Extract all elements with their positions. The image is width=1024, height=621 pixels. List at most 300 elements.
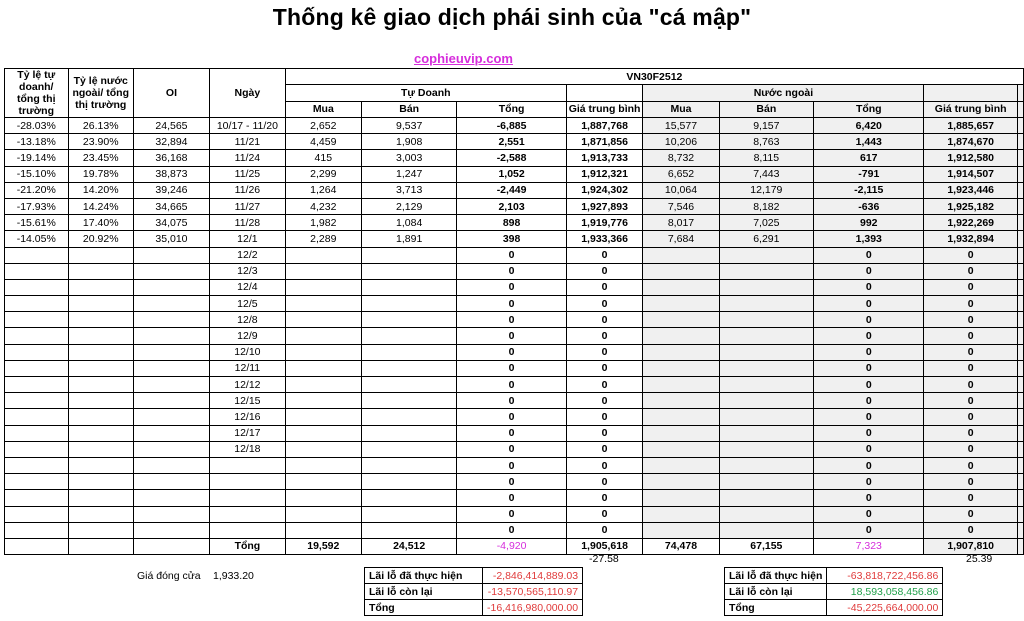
cell-nn-ratio: 19.78% — [68, 166, 133, 182]
cell-td-gia: 0 — [566, 474, 643, 490]
table-row — [5, 134, 1024, 150]
cell-td-ban — [361, 522, 457, 538]
cell-nn-ratio: 14.20% — [68, 182, 133, 198]
cell-nn-ban — [719, 506, 814, 522]
cell-date — [210, 457, 286, 473]
cell-td-mua: 1,982 — [285, 215, 361, 231]
header-nn-gia: Giá trung bình — [924, 101, 1018, 117]
cell-nn-mua: 7,546 — [643, 198, 719, 214]
cell-date: 12/3 — [210, 263, 286, 279]
cell-nn-ratio — [68, 506, 133, 522]
header-td-ban: Bán — [361, 101, 457, 117]
cell-nn-gia: 1,932,894 — [924, 231, 1018, 247]
cell-nn-ban — [719, 425, 814, 441]
cell-td-gia: 0 — [566, 279, 643, 295]
cell-td-tong: 0 — [457, 425, 566, 441]
header-nuoc-ngoai: Nước ngoài — [643, 85, 924, 101]
cell-nn-ratio — [68, 474, 133, 490]
cell-nn-ratio — [68, 441, 133, 457]
pnl-label: Tổng — [365, 600, 483, 616]
cell-nn-mua — [643, 279, 719, 295]
cell-td-tong: 0 — [457, 279, 566, 295]
cell-td-gia: 0 — [566, 312, 643, 328]
cell-nn-gia: 0 — [924, 506, 1018, 522]
header-blank — [1017, 101, 1023, 117]
cell-nn-ratio — [68, 344, 133, 360]
cell-nn-tong: 0 — [814, 344, 924, 360]
cell-td-ratio — [5, 247, 69, 263]
cell-td-ban: 3,713 — [361, 182, 457, 198]
cell-oi — [133, 522, 209, 538]
cell-nn-ratio — [68, 296, 133, 312]
table-row — [5, 247, 1024, 263]
cell-date: 11/26 — [210, 182, 286, 198]
cell-nn-ban — [719, 360, 814, 376]
cell-date: 12/5 — [210, 296, 286, 312]
total-td-tong: -4,920 — [457, 538, 566, 554]
cell-td-mua: 2,289 — [285, 231, 361, 247]
edge-cell — [1017, 231, 1023, 247]
cell-oi — [133, 457, 209, 473]
table-row — [5, 409, 1024, 425]
cell-date: 12/17 — [210, 425, 286, 441]
edge-cell — [1017, 474, 1023, 490]
cell-nn-mua: 8,732 — [643, 150, 719, 166]
cell-nn-mua: 7,684 — [643, 231, 719, 247]
cell-td-mua — [285, 522, 361, 538]
cell-nn-gia: 1,914,507 — [924, 166, 1018, 182]
cell-date: 12/16 — [210, 409, 286, 425]
edge-cell — [1017, 360, 1023, 376]
pnl-value: -13,570,565,110.97 — [483, 584, 583, 600]
cell-td-ban — [361, 279, 457, 295]
cell-nn-mua — [643, 425, 719, 441]
cell-td-tong: 0 — [457, 490, 566, 506]
cell-nn-tong: 0 — [814, 377, 924, 393]
cell-oi — [133, 474, 209, 490]
table-row — [5, 263, 1024, 279]
cell-nn-tong: 0 — [814, 441, 924, 457]
cell-date: 11/21 — [210, 134, 286, 150]
pnl-value: 18,593,058,456.86 — [827, 584, 943, 600]
cell-td-ban: 9,537 — [361, 118, 457, 134]
cell-td-gia: 0 — [566, 393, 643, 409]
pnl-tu-doanh-table — [364, 567, 583, 616]
edge-cell — [1017, 441, 1023, 457]
cell-oi: 35,010 — [133, 231, 209, 247]
cell-td-tong: 1,052 — [457, 166, 566, 182]
cell-nn-mua — [643, 474, 719, 490]
cell-oi — [133, 506, 209, 522]
cell-nn-ban — [719, 457, 814, 473]
cell-td-ban — [361, 344, 457, 360]
cell-td-ratio — [5, 279, 69, 295]
cell-nn-ban — [719, 328, 814, 344]
cell-nn-gia: 0 — [924, 425, 1018, 441]
cell-nn-gia: 0 — [924, 441, 1018, 457]
pnl-label: Tổng — [725, 600, 827, 616]
cell-td-tong: 0 — [457, 506, 566, 522]
cell-td-ratio — [5, 344, 69, 360]
table-row — [5, 215, 1024, 231]
cell-oi — [133, 425, 209, 441]
cell-nn-ban: 8,763 — [719, 134, 814, 150]
pnl-value: -2,846,414,889.03 — [483, 568, 583, 584]
cell-td-gia: 0 — [566, 522, 643, 538]
total-td-gia: 1,905,618 — [566, 538, 643, 554]
cell-td-mua — [285, 328, 361, 344]
cell-nn-tong: 0 — [814, 425, 924, 441]
cell-nn-tong: 0 — [814, 247, 924, 263]
cell-td-gia: 0 — [566, 360, 643, 376]
totals-row — [5, 538, 1024, 554]
edge-cell — [1017, 215, 1023, 231]
cell-td-gia: 0 — [566, 457, 643, 473]
cell-nn-ratio — [68, 457, 133, 473]
cell-td-gia: 0 — [566, 328, 643, 344]
cell-td-tong: 0 — [457, 312, 566, 328]
cell-td-mua — [285, 506, 361, 522]
cell-td-ban — [361, 393, 457, 409]
cell-nn-ban: 12,179 — [719, 182, 814, 198]
cell-td-ratio — [5, 393, 69, 409]
cell-nn-tong: -791 — [814, 166, 924, 182]
cell-oi — [133, 377, 209, 393]
cell-nn-mua — [643, 344, 719, 360]
cell-td-ratio — [5, 522, 69, 538]
edge-cell — [1017, 312, 1023, 328]
cell-date: 12/12 — [210, 377, 286, 393]
cell-td-ratio — [5, 263, 69, 279]
cell-nn-tong: 1,393 — [814, 231, 924, 247]
cell-nn-ratio: 26.13% — [68, 118, 133, 134]
cell-td-mua — [285, 377, 361, 393]
cell-nn-gia: 1,912,580 — [924, 150, 1018, 166]
cell-td-tong: 0 — [457, 263, 566, 279]
cell-td-gia: 0 — [566, 296, 643, 312]
cell-nn-ban — [719, 312, 814, 328]
edge-cell — [1017, 263, 1023, 279]
cell-td-mua — [285, 296, 361, 312]
cell-td-tong: 2,103 — [457, 198, 566, 214]
table-row — [5, 441, 1024, 457]
cell-nn-gia: 0 — [924, 263, 1018, 279]
total-nn-ban: 67,155 — [719, 538, 814, 554]
cell-nn-ratio: 17.40% — [68, 215, 133, 231]
cell-td-tong: 0 — [457, 377, 566, 393]
cell-td-ban — [361, 506, 457, 522]
cell-nn-tong: 0 — [814, 296, 924, 312]
cell-td-mua — [285, 247, 361, 263]
edge-cell — [1017, 279, 1023, 295]
cell-td-ban — [361, 377, 457, 393]
cell-nn-mua — [643, 506, 719, 522]
cell-date: 12/10 — [210, 344, 286, 360]
cell-td-ratio: -15.10% — [5, 166, 69, 182]
cell-td-ratio — [5, 490, 69, 506]
cell-td-gia: 0 — [566, 344, 643, 360]
cell-nn-mua — [643, 522, 719, 538]
cell-nn-mua — [643, 490, 719, 506]
cell-td-tong: 0 — [457, 328, 566, 344]
cell-date: 12/8 — [210, 312, 286, 328]
table-row — [5, 198, 1024, 214]
cell-td-gia: 1,871,856 — [566, 134, 643, 150]
edge-cell — [1017, 377, 1023, 393]
page-title: Thống kê giao dịch phái sinh của "cá mập" — [272, 4, 752, 30]
nn-diff-value: 25.39 — [966, 553, 993, 565]
cell-td-mua — [285, 474, 361, 490]
cell-td-mua — [285, 409, 361, 425]
cell-td-mua: 2,652 — [285, 118, 361, 134]
cell-blank — [5, 538, 69, 554]
cell-nn-tong: 1,443 — [814, 134, 924, 150]
cell-td-ban — [361, 441, 457, 457]
table-row — [5, 279, 1024, 295]
table-row — [5, 457, 1024, 473]
cell-td-mua — [285, 279, 361, 295]
cell-nn-gia: 0 — [924, 344, 1018, 360]
header-nn-tong: Tổng — [814, 101, 924, 117]
cell-nn-mua: 8,017 — [643, 215, 719, 231]
cell-td-ratio — [5, 441, 69, 457]
site-link[interactable]: cophieuvip.com — [414, 51, 513, 66]
total-nn-mua: 74,478 — [643, 538, 719, 554]
cell-oi — [133, 328, 209, 344]
cell-td-tong: 0 — [457, 247, 566, 263]
header-nn-ban: Bán — [719, 101, 814, 117]
edge-cell — [1017, 198, 1023, 214]
cell-nn-gia: 1,925,182 — [924, 198, 1018, 214]
edge-cell — [1017, 150, 1023, 166]
table-row — [5, 474, 1024, 490]
cell-nn-tong: 0 — [814, 328, 924, 344]
total-td-mua: 19,592 — [285, 538, 361, 554]
header-td-ratio: Tỷ lệ tự doanh/ tổng thị trường — [5, 69, 69, 118]
cell-td-gia: 1,927,893 — [566, 198, 643, 214]
cell-date: 12/15 — [210, 393, 286, 409]
edge-cell — [1017, 182, 1023, 198]
pnl-value: -63,818,722,456.86 — [827, 568, 943, 584]
cell-td-gia: 0 — [566, 377, 643, 393]
cell-nn-gia: 0 — [924, 247, 1018, 263]
cell-nn-mua — [643, 312, 719, 328]
cell-nn-gia: 0 — [924, 296, 1018, 312]
cell-date: 12/18 — [210, 441, 286, 457]
derivatives-table — [4, 68, 1024, 555]
total-nn-gia: 1,907,810 — [924, 538, 1018, 554]
cell-nn-ban: 7,443 — [719, 166, 814, 182]
cell-nn-tong: -2,115 — [814, 182, 924, 198]
cell-nn-ban — [719, 279, 814, 295]
pnl-row-remaining — [725, 584, 943, 600]
cell-nn-ratio — [68, 409, 133, 425]
cell-nn-tong: 0 — [814, 360, 924, 376]
edge-cell — [1017, 538, 1023, 554]
cell-date: 12/9 — [210, 328, 286, 344]
table-row — [5, 118, 1024, 134]
cell-nn-gia: 1,922,269 — [924, 215, 1018, 231]
cell-nn-gia: 0 — [924, 490, 1018, 506]
cell-td-ban — [361, 425, 457, 441]
cell-td-ban — [361, 457, 457, 473]
edge-cell — [1017, 393, 1023, 409]
cell-nn-mua — [643, 328, 719, 344]
totals-label: Tổng — [210, 538, 286, 554]
close-price-label: Giá đóng cửa — [137, 570, 201, 582]
cell-oi — [133, 441, 209, 457]
cell-nn-ratio — [68, 328, 133, 344]
table-row — [5, 360, 1024, 376]
edge-cell — [1017, 118, 1023, 134]
cell-nn-mua — [643, 393, 719, 409]
cell-td-tong: -2,588 — [457, 150, 566, 166]
cell-oi — [133, 263, 209, 279]
cell-nn-ratio: 23.45% — [68, 150, 133, 166]
edge-cell — [1017, 409, 1023, 425]
cell-td-ratio — [5, 360, 69, 376]
table-row — [5, 522, 1024, 538]
cell-td-ban — [361, 296, 457, 312]
cell-td-tong: 0 — [457, 344, 566, 360]
cell-nn-mua — [643, 409, 719, 425]
table-row — [5, 296, 1024, 312]
cell-nn-gia: 0 — [924, 457, 1018, 473]
pnl-row-total — [365, 600, 583, 616]
cell-oi: 34,075 — [133, 215, 209, 231]
pnl-label: Lãi lỗ đã thực hiện — [365, 568, 483, 584]
cell-td-ban: 3,003 — [361, 150, 457, 166]
cell-nn-mua — [643, 457, 719, 473]
header-td-mua: Mua — [285, 101, 361, 117]
cell-td-ratio — [5, 474, 69, 490]
cell-td-mua — [285, 490, 361, 506]
cell-date — [210, 474, 286, 490]
cell-td-ratio — [5, 506, 69, 522]
cell-nn-mua — [643, 263, 719, 279]
cell-nn-ratio — [68, 490, 133, 506]
cell-nn-ratio: 23.90% — [68, 134, 133, 150]
cell-oi: 39,246 — [133, 182, 209, 198]
cell-nn-ban — [719, 393, 814, 409]
cell-nn-ratio — [68, 312, 133, 328]
cell-td-ban — [361, 409, 457, 425]
cell-nn-ban — [719, 441, 814, 457]
cell-nn-ban: 7,025 — [719, 215, 814, 231]
edge-cell — [1017, 522, 1023, 538]
cell-nn-tong: 0 — [814, 522, 924, 538]
cell-td-tong: 0 — [457, 441, 566, 457]
cell-td-tong: 0 — [457, 393, 566, 409]
cell-date: 11/24 — [210, 150, 286, 166]
cell-td-mua: 4,232 — [285, 198, 361, 214]
header-contract: VN30F2512 — [285, 69, 1023, 85]
cell-nn-gia: 0 — [924, 328, 1018, 344]
cell-nn-ban — [719, 474, 814, 490]
cell-nn-mua: 10,064 — [643, 182, 719, 198]
cell-nn-mua — [643, 441, 719, 457]
cell-td-ratio: -13.18% — [5, 134, 69, 150]
header-date: Ngày — [210, 69, 286, 118]
cell-oi — [133, 296, 209, 312]
edge-cell — [1017, 425, 1023, 441]
cell-td-ratio — [5, 296, 69, 312]
cell-nn-tong: 0 — [814, 474, 924, 490]
cell-td-mua: 2,299 — [285, 166, 361, 182]
cell-nn-ban — [719, 490, 814, 506]
cell-nn-tong: 6,420 — [814, 118, 924, 134]
pnl-nuoc-ngoai-table — [724, 567, 943, 616]
cell-td-ratio — [5, 328, 69, 344]
edge-cell — [1017, 296, 1023, 312]
cell-td-tong: 2,551 — [457, 134, 566, 150]
cell-date — [210, 506, 286, 522]
cell-td-ratio — [5, 409, 69, 425]
cell-nn-ratio — [68, 522, 133, 538]
cell-nn-mua — [643, 247, 719, 263]
cell-td-gia: 1,913,733 — [566, 150, 643, 166]
cell-td-tong: 0 — [457, 522, 566, 538]
cell-td-tong: 398 — [457, 231, 566, 247]
cell-nn-ratio — [68, 360, 133, 376]
pnl-value: -16,416,980,000.00 — [483, 600, 583, 616]
cell-nn-ban: 9,157 — [719, 118, 814, 134]
cell-date: 12/1 — [210, 231, 286, 247]
cell-td-gia: 1,924,302 — [566, 182, 643, 198]
cell-nn-gia: 0 — [924, 409, 1018, 425]
cell-td-mua — [285, 393, 361, 409]
cell-td-tong: 0 — [457, 409, 566, 425]
table-row — [5, 506, 1024, 522]
cell-nn-mua: 6,652 — [643, 166, 719, 182]
table-row — [5, 377, 1024, 393]
header-tu-doanh: Tự Doanh — [285, 85, 566, 101]
cell-oi — [133, 360, 209, 376]
cell-date: 12/2 — [210, 247, 286, 263]
cell-nn-tong: 0 — [814, 457, 924, 473]
close-price-value: 1,933.20 — [213, 570, 254, 582]
cell-td-mua: 4,459 — [285, 134, 361, 150]
header-nn-mua: Mua — [643, 101, 719, 117]
cell-nn-ratio — [68, 377, 133, 393]
cell-td-ratio — [5, 457, 69, 473]
cell-nn-ban — [719, 247, 814, 263]
cell-td-gia: 0 — [566, 409, 643, 425]
cell-nn-ratio — [68, 247, 133, 263]
cell-nn-tong: 0 — [814, 393, 924, 409]
cell-oi — [133, 490, 209, 506]
cell-td-tong: -2,449 — [457, 182, 566, 198]
cell-td-mua — [285, 360, 361, 376]
cell-nn-gia: 0 — [924, 279, 1018, 295]
cell-nn-tong: -636 — [814, 198, 924, 214]
cell-td-ban — [361, 360, 457, 376]
cell-oi — [133, 247, 209, 263]
pnl-row-realized — [725, 568, 943, 584]
cell-td-ban: 2,129 — [361, 198, 457, 214]
cell-oi: 38,873 — [133, 166, 209, 182]
pnl-value: -45,225,664,000.00 — [827, 600, 943, 616]
cell-blank — [133, 538, 209, 554]
cell-td-gia: 1,933,366 — [566, 231, 643, 247]
cell-nn-tong: 0 — [814, 506, 924, 522]
header-blank — [566, 85, 643, 101]
table-row — [5, 425, 1024, 441]
cell-td-mua — [285, 425, 361, 441]
cell-oi: 36,168 — [133, 150, 209, 166]
total-nn-tong: 7,323 — [814, 538, 924, 554]
cell-td-gia: 0 — [566, 441, 643, 457]
